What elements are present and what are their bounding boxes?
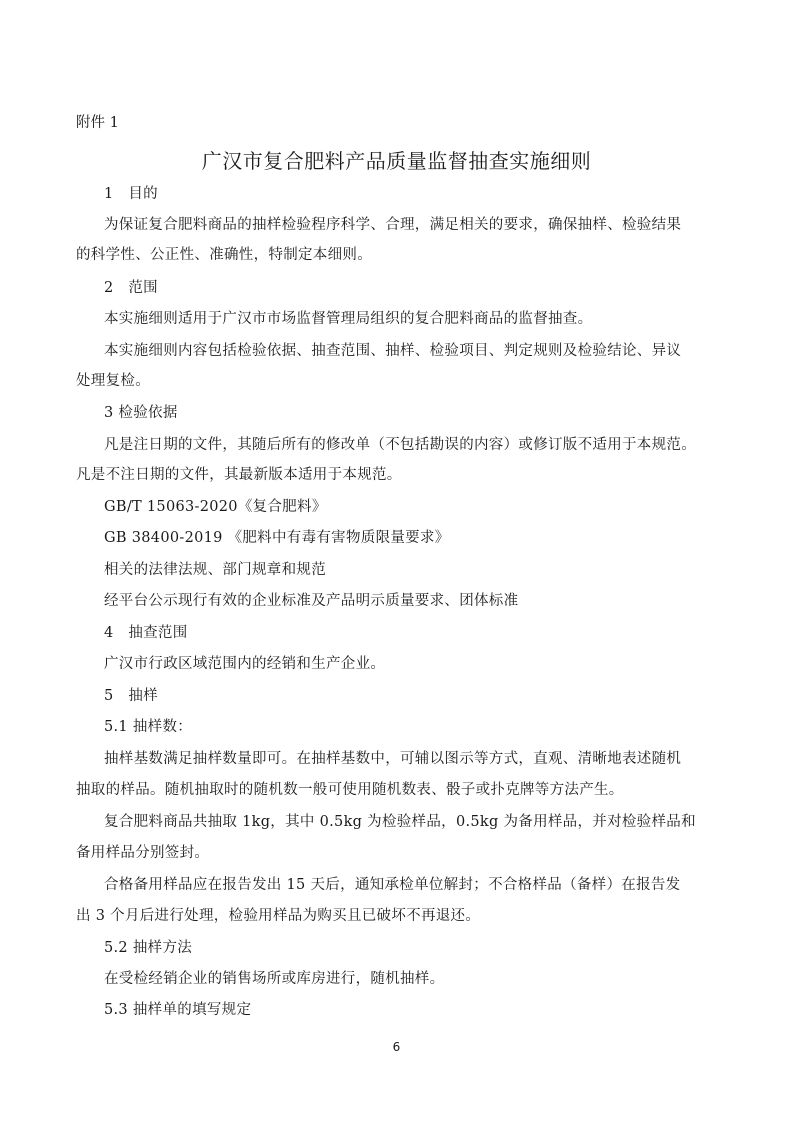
paragraph-line: 复合肥料商品共抽取 1kg，其中 0.5kg 为检验样品，0.5kg 为备用样品，并对检验样品和 [104, 814, 696, 830]
paragraph-line: 备用样品分别签封。 [76, 845, 210, 861]
standard-reference: GB 38400-2019 《肥料中有毒有害物质限量要求》 [104, 530, 450, 546]
paragraph-line: 抽取的样品。随机抽取时的随机数一般可使用随机数表、骰子或扑克牌等方法产生。 [76, 782, 624, 798]
paragraph-line: 合格备用样品应在报告发出 15 天后，通知承检单位解封；不合格样品（备样）在报告发 [104, 877, 681, 893]
paragraph-line: 经平台公示现行有效的企业标准及产品明示质量要求、团体标准 [104, 593, 519, 609]
subsection-heading: 5.2 抽样方法 [104, 940, 193, 956]
paragraph-line: 凡是不注日期的文件，其最新版本适用于本规范。 [76, 467, 402, 483]
paragraph-line: 广汉市行政区域范围内的经销和生产企业。 [104, 656, 386, 672]
paragraph-line: 凡是注日期的文件，其随后所有的修改单（不包括勘误的内容）或修订版不适用于本规范。 [104, 437, 696, 453]
paragraph-line: 本实施细则内容包括检验依据、抽查范围、抽样、检验项目、判定规则及检验结论、异议 [104, 343, 682, 359]
section-heading-range: 4 抽查范围 [104, 625, 188, 641]
paragraph-line: 处理复检。 [76, 373, 150, 389]
paragraph-line: 相关的法律法规、部门规章和规范 [104, 562, 326, 578]
paragraph-line: 的科学性、公正性、准确性，特制定本细则。 [76, 247, 372, 263]
paragraph-line: 在受检经销企业的销售场所或库房进行，随机抽样。 [104, 971, 445, 987]
paragraph-line: 为保证复合肥料商品的抽样检验程序科学、合理，满足相关的要求，确保抽样、检验结果 [104, 217, 682, 233]
page-number: 6 [392, 1040, 401, 1054]
document-title: 广汉市复合肥料产品质量监督抽查实施细则 [201, 149, 592, 173]
section-heading-scope: 2 范围 [104, 280, 158, 296]
paragraph-line: 出 3 个月后进行处理，检验用样品为购买且已破坏不再退还。 [76, 908, 481, 924]
paragraph-line: 抽样基数满足抽样数量即可。在抽样基数中，可辅以图示等方式，直观、清晰地表述随机 [104, 751, 682, 767]
annex-label: 附件 1 [76, 115, 119, 131]
section-heading-basis: 3 检验依据 [104, 405, 178, 421]
subsection-heading: 5.1 抽样数： [104, 719, 193, 735]
standard-reference: GB/T 15063-2020《复合肥料》 [104, 499, 327, 515]
section-heading-sampling: 5 抽样 [104, 688, 158, 704]
paragraph-line: 本实施细则适用于广汉市市场监督管理局组织的复合肥料商品的监督抽查。 [104, 311, 593, 327]
subsection-heading: 5.3 抽样单的填写规定 [104, 1002, 252, 1018]
section-heading-purpose: 1 目的 [104, 186, 158, 202]
